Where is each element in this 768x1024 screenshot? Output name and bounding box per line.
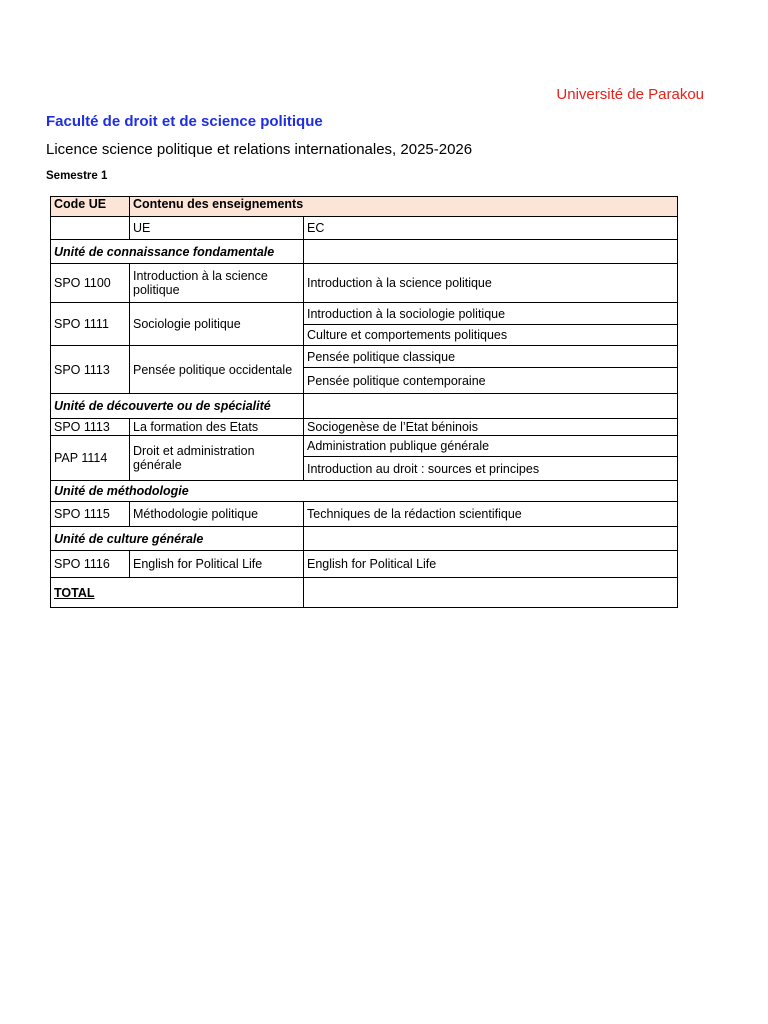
ec-cell: Pensée politique classique [304,346,678,368]
university-name: Université de Parakou [556,86,704,103]
table-row [51,303,678,325]
ue-cell: Sociologie politique [130,303,304,346]
code-ue-cell: SPO 1115 [51,502,130,527]
program-title: Licence science politique et relations internationales, 2025-2026 [46,141,473,158]
category-culture: Unité de culture générale [51,527,304,551]
category-row [51,240,678,264]
table-row [51,419,678,436]
code-ue-cell: PAP 1114 [51,436,130,481]
empty-cell [304,394,678,419]
header-code-ue: Code UE [51,197,130,217]
ue-cell: English for Political Life [130,551,304,578]
ec-cell: Techniques de la rédaction scientifique [304,502,678,527]
total-label: TOTAL [51,578,304,608]
category-row [51,481,678,502]
code-ue-cell: SPO 1100 [51,264,130,303]
ec-cell: Administration publique générale [304,436,678,457]
table-row [51,346,678,368]
table-row [51,551,678,578]
ue-cell: Droit et administration générale [130,436,304,481]
ec-cell: Culture et comportements politiques [304,325,678,346]
ec-cell: Pensée politique contemporaine [304,368,678,394]
category-fondamentale: Unité de connaissance fondamentale [51,240,304,264]
code-ue-cell: SPO 1116 [51,551,130,578]
ue-cell: Méthodologie politique [130,502,304,527]
ec-cell: Introduction à la sociologie politique [304,303,678,325]
empty-cell [304,527,678,551]
code-ue-cell: SPO 1111 [51,303,130,346]
code-ue-cell: SPO 1113 [51,419,130,436]
ue-cell: La formation des Etats [130,419,304,436]
header-empty-cell [51,217,130,240]
ec-cell: Introduction à la science politique [304,264,678,303]
table-row [51,436,678,457]
ec-cell: Sociogenèse de l’Etat béninois [304,419,678,436]
header-ue: UE [130,217,304,240]
faculty-title: Faculté de droit et de science politique [46,113,323,130]
semester-label: Semestre 1 [46,170,108,182]
header-ec: EC [304,217,678,240]
table-row [51,502,678,527]
code-ue-cell: SPO 1113 [51,346,130,394]
category-row [51,527,678,551]
ec-cell: English for Political Life [304,551,678,578]
category-row [51,394,678,419]
header-contenu: Contenu des enseignements [130,197,678,217]
category-methodologie: Unité de méthodologie [51,481,678,502]
empty-cell [304,240,678,264]
table-row [51,264,678,303]
table-header-row [51,197,678,217]
ue-cell: Introduction à la science politique [130,264,304,303]
ue-cell: Pensée politique occidentale [130,346,304,394]
category-decouverte: Unité de découverte ou de spécialité [51,394,304,419]
course-table [50,196,678,608]
total-value-cell [304,578,678,608]
ec-cell: Introduction au droit : sources et principes [304,457,678,481]
total-row [51,578,678,608]
table-subheader-row [51,217,678,240]
